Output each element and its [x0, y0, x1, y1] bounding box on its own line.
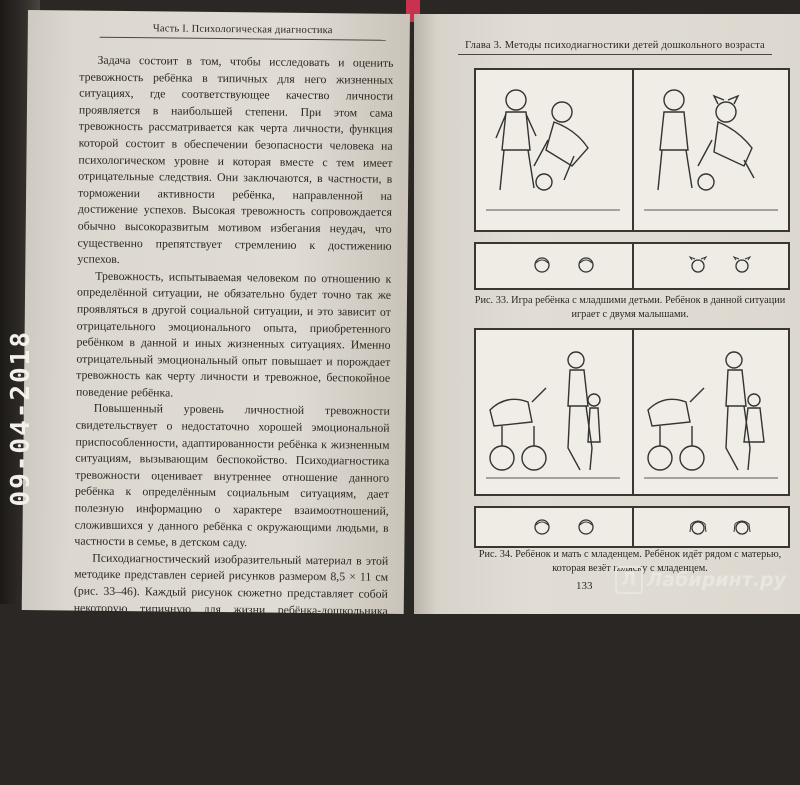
photo-date-stamp: 09-04-2018	[6, 330, 36, 507]
figure-33-boy-variant	[476, 70, 632, 230]
child-head-icon	[532, 256, 552, 274]
paragraph: Психодиагностический изобразительный материал в этой методике представлен серией рисунков размером 8,5 × 11 см (рис. 33–46). Каждый рисунок сюжетно представляет собой некоторую типичную для жизни ребёнка-дошкольника ситуацию.	[73, 550, 389, 632]
figure-33-head-options	[474, 242, 790, 290]
paragraph: Тревожность, испытываемая человеком по отношению к определённой ситуации, не обязательно будет точно так же проявляться в другой социальной ситуации, и это зависит от отрицательного эмоционального опыта, приобретенного ребёнком в данной и иных жизненных ситуациях. Именно отрицательный эмоциональный опыт повышает и порождает тревожность как черту личности и тревожное, беспокойное поведение ребёнка.	[75, 268, 392, 400]
girl-head-icon	[688, 518, 708, 536]
figure-34-girl-variant	[632, 330, 790, 494]
child-head-icon	[576, 256, 596, 274]
left-running-head: Часть I. Психологическая диагностика	[100, 11, 386, 41]
figure-33-girl-variant	[632, 70, 790, 230]
figure-34-caption: Рис. 34. Ребёнок и мать с младенцем. Ребёнок идёт рядом с матерью, которая везёт коляску с младенцем.	[478, 549, 782, 574]
store-watermark	[615, 566, 786, 594]
girl-head-icon	[732, 256, 752, 274]
figure-34-boy-variant	[476, 330, 632, 494]
figure-33-illustration	[474, 68, 790, 232]
mother-with-stroller-girl-drawing	[634, 330, 788, 492]
left-body-text	[72, 52, 394, 785]
labirint-logo-icon: Л	[615, 566, 643, 594]
left-page	[22, 10, 410, 781]
paragraph: Повышенный уровень личностной тревожности свидетельствует о недостаточно хорошей эмоциональной приспособленности, адаптированности ребёнка к жизненным ситуациям, вызывающим беспокойство. Психодиагностика тревожности оценивает внутреннее отношение данного ребёнка к определённым социальным ситуациям, дает полезную информацию о характере взаимоотношений, сложившихся у данного ребёнка с окружающими людьми, в частности в семье, в детском саду.	[74, 401, 390, 550]
figure-34-head-options	[474, 506, 790, 548]
girl-head-icon	[688, 256, 708, 274]
girl-head-icon	[732, 518, 752, 536]
strip-divider	[632, 508, 634, 546]
child-head-icon	[576, 518, 596, 536]
right-page	[414, 14, 800, 614]
child-head-icon	[532, 518, 552, 536]
figure-33-caption: Рис. 33. Игра ребёнка с младшими детьми. Ребёнок в данной ситуации играет с двумя малышами.	[474, 295, 786, 320]
paragraph: Задача состоит в том, чтобы исследовать и оценить тревожность ребёнка в типичных для него жизненных ситуациях, где соответствующее качество личности проявляется в наибольшей степени. При этом сама тревожность рассматривается как черта личности, функция которой состоит в обеспечении безопасности человека на психологическом уровне и которая вместе с тем имеет отрицательные следствия. Они заключаются, в частности, в торможении активности ребёнка, направленной на достижение успехов. Высокая тревожность сопровождается обычно высокоразвитым мотивом избегания неудач, что существенно препятствует стремлению к достижению успехов.	[77, 52, 394, 267]
figure-34-illustration	[474, 328, 790, 496]
children-playing-boy-drawing	[476, 70, 630, 228]
page-number: 133	[576, 580, 593, 592]
paragraph: Каждый из описанных рисунков выполнен в двух вариантах: для мальчиков (на рисунке изображён мальчик) и для девочек (на рисунке представлена девочка). В процессе тестирования испытуемый идентифицирует себя с ребёнком того же пола, что и он сам. Лицо данного ребёнка не прорисовано полностью, дан лишь общий контур его головы.	[72, 633, 388, 734]
right-running-head: Глава 3. Методы психодиагностики детей дошкольного возраста	[458, 14, 772, 55]
watermark-text: Лабиринт.ру	[646, 569, 786, 591]
mother-with-stroller-boy-drawing	[476, 330, 630, 492]
strip-divider	[632, 244, 634, 288]
paragraph: Каждый рисунок снабжен двумя дополнительными изображениями детской головы, по размерам точно соответствую	[71, 733, 387, 781]
children-playing-girl-drawing	[634, 70, 788, 228]
